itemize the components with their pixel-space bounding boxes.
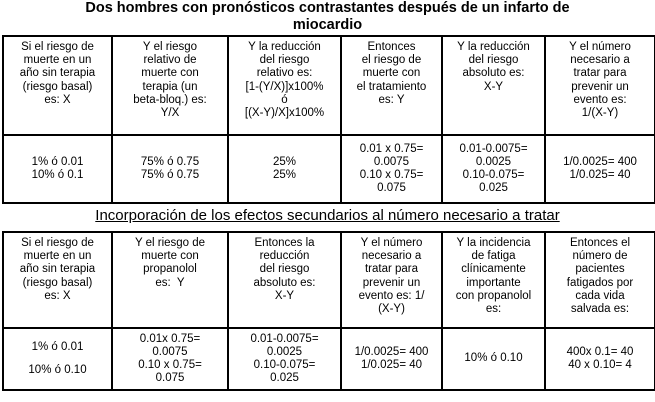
header-line: muerte con xyxy=(141,67,199,80)
header-line: reducción xyxy=(259,250,310,263)
cell-line: 0.10-0.075= xyxy=(462,169,525,181)
header-line: ó xyxy=(281,93,288,106)
header-line: muerte en un xyxy=(23,54,92,67)
data-cell xyxy=(442,135,545,203)
cell-line: 0.01-0.0075= xyxy=(250,332,319,345)
header-line: Entonces xyxy=(367,41,416,53)
data-cell xyxy=(112,135,228,203)
cell-line: 1/0.025= 40 xyxy=(569,169,631,181)
cell-line: 10% ó 0.1 xyxy=(31,169,84,181)
cell-line: 0.0075 xyxy=(373,155,410,168)
header-line: es: X xyxy=(44,93,71,106)
header-line: Y la incidencia xyxy=(456,237,531,249)
cell-line: 0.01-0.0075= xyxy=(459,142,528,155)
header-line: cada vida xyxy=(575,289,625,302)
cell-line: 0.10 x 0.75= xyxy=(138,359,202,371)
header-line: (X-Y) xyxy=(378,303,405,316)
header-line: X-Y xyxy=(483,80,504,93)
header-line: (riesgo basal) xyxy=(22,276,93,289)
header-line: relativo de xyxy=(143,54,197,67)
cell-line: 400x 0.1= 40 xyxy=(566,345,634,358)
header-line: Y el riesgo de xyxy=(134,237,206,249)
header-cell xyxy=(442,232,545,328)
header-line: Y la reducción xyxy=(457,41,530,53)
header-line: año sin terapia xyxy=(19,263,96,276)
header-line: es: X xyxy=(44,289,71,302)
header-cell xyxy=(112,232,228,328)
header-line: terapia (un xyxy=(142,80,198,93)
header-line: X-Y xyxy=(274,289,295,302)
header-line: necesario a xyxy=(570,54,630,67)
header-cell xyxy=(442,36,545,135)
cell-line: 0.075 xyxy=(155,372,185,385)
header-line: Si el riesgo de xyxy=(21,41,94,53)
data-cell xyxy=(442,328,545,390)
data-cell xyxy=(3,135,112,203)
header-line: relativo es: xyxy=(256,67,313,80)
table1-title xyxy=(0,0,655,34)
header-line: año sin terapia xyxy=(19,67,96,80)
header-cell xyxy=(112,36,228,135)
header-line: Si el riesgo de xyxy=(21,237,94,249)
data-cell xyxy=(341,135,442,203)
header-cell xyxy=(545,36,655,135)
header-line: número de xyxy=(572,250,628,263)
header-line: muerte en un xyxy=(23,250,92,263)
header-cell xyxy=(341,232,442,328)
header-line: clínicamente xyxy=(461,263,526,276)
cell-line: 0.075 xyxy=(377,182,406,195)
header-line: el tratamiento xyxy=(356,80,427,93)
header-line: del riesgo xyxy=(468,54,519,67)
header-line: Y/X xyxy=(160,107,180,120)
header-line: pacientes xyxy=(575,263,625,276)
cell-line: 1/0.025= 40 xyxy=(360,359,423,371)
header-line: [(X-Y)/X]x100% xyxy=(244,107,325,120)
header-line: con propanolol xyxy=(455,289,532,302)
header-line: prevenir un xyxy=(362,276,421,289)
table-row xyxy=(3,135,655,203)
cell-spacer xyxy=(7,354,108,364)
header-line: 1/(X-Y) xyxy=(581,107,619,120)
cell-line: 0.0075 xyxy=(152,345,188,358)
cell-line: 75% ó 0.75 xyxy=(140,169,200,181)
header-line: Entonces el xyxy=(569,237,631,249)
table1-title-line: Dos hombres con pronósticos contrastantes después de un infarto de xyxy=(85,0,570,16)
cell-line: 0.10-0.075= xyxy=(253,359,316,371)
cell-line: 0.10 x 0.75= xyxy=(359,169,424,181)
cell-line: 10% ó 0.10 xyxy=(28,364,87,376)
header-line: prevenir un xyxy=(571,80,629,93)
header-line: tratar para xyxy=(364,263,419,276)
table-header-row xyxy=(3,232,655,328)
header-line: evento es: xyxy=(573,93,627,106)
cell-line: 0.0025 xyxy=(266,345,303,358)
cell-line: 0.0025 xyxy=(475,155,512,168)
header-line: (riesgo basal) xyxy=(22,80,93,93)
cell-line: 25% xyxy=(272,169,297,181)
cell-line: 0.01x 0.75= xyxy=(139,332,201,345)
cell-line: 1/0.0025= 400 xyxy=(563,155,637,168)
cell-line: 0.025 xyxy=(479,182,508,195)
data-cell xyxy=(228,328,341,390)
header-line: de fatiga xyxy=(471,250,516,263)
cell-line: 10% ó 0.10 xyxy=(464,352,523,365)
header-line: es: xyxy=(485,303,502,316)
header-line: Y la reducción xyxy=(248,41,321,53)
data-cell xyxy=(341,328,442,390)
header-cell xyxy=(228,232,341,328)
header-line: salvada es: xyxy=(570,303,630,316)
header-line: absoluto es: xyxy=(462,67,525,80)
data-cell xyxy=(545,328,655,390)
cell-line: 75% ó 0.75 xyxy=(140,155,200,168)
header-line: beta-bloq.) es: xyxy=(133,93,207,106)
data-cell xyxy=(3,328,112,390)
header-line: Y el número xyxy=(360,237,423,249)
header-line: tratar para xyxy=(573,67,627,80)
header-cell xyxy=(3,36,112,135)
header-line: muerte con xyxy=(362,67,421,80)
table1-title-line: miocardio xyxy=(292,17,363,33)
cell-line: 1/0.0025= 400 xyxy=(354,345,429,358)
header-line: muerte con xyxy=(141,250,199,263)
cell-line: 0.025 xyxy=(270,372,299,385)
header-line: propanolol xyxy=(143,263,197,276)
cell-line: 40 x 0.10= 4 xyxy=(568,359,632,371)
table-row xyxy=(3,328,655,390)
header-line: fatigados por xyxy=(566,276,634,289)
cell-line: 0.01 x 0.75= xyxy=(359,142,424,155)
header-line: necesario a xyxy=(361,250,422,263)
data-cell xyxy=(228,135,341,203)
header-line: Entonces la xyxy=(254,237,315,249)
data-cell xyxy=(545,135,655,203)
cell-line: 1% ó 0.01 xyxy=(31,340,84,353)
header-line: Y el número xyxy=(569,41,631,53)
cell-line: 25% xyxy=(272,155,297,168)
header-cell xyxy=(228,36,341,135)
header-line: del riesgo xyxy=(259,54,310,67)
data-cell xyxy=(112,328,228,390)
header-line: absoluto es: xyxy=(253,276,316,289)
table2-title: Incorporación de los efectos secundarios al número necesario a tratar xyxy=(95,207,560,224)
header-cell xyxy=(341,36,442,135)
table-header-row xyxy=(3,36,655,135)
cell-line: 1% ó 0.01 xyxy=(31,155,84,168)
header-line: importante xyxy=(466,276,521,289)
header-cell xyxy=(3,232,112,328)
header-line: Y el riesgo xyxy=(142,41,198,53)
header-line: [1-(Y/X)]x100% xyxy=(245,80,324,93)
header-line: es: Y xyxy=(155,276,185,289)
header-line: el riesgo de xyxy=(361,54,422,67)
header-line: evento es: 1/ xyxy=(358,289,425,302)
header-line: es: Y xyxy=(378,93,405,106)
header-cell xyxy=(545,232,655,328)
header-line: del riesgo xyxy=(259,263,310,276)
risk-comparison-table xyxy=(2,35,655,204)
side-effects-table xyxy=(2,231,655,391)
